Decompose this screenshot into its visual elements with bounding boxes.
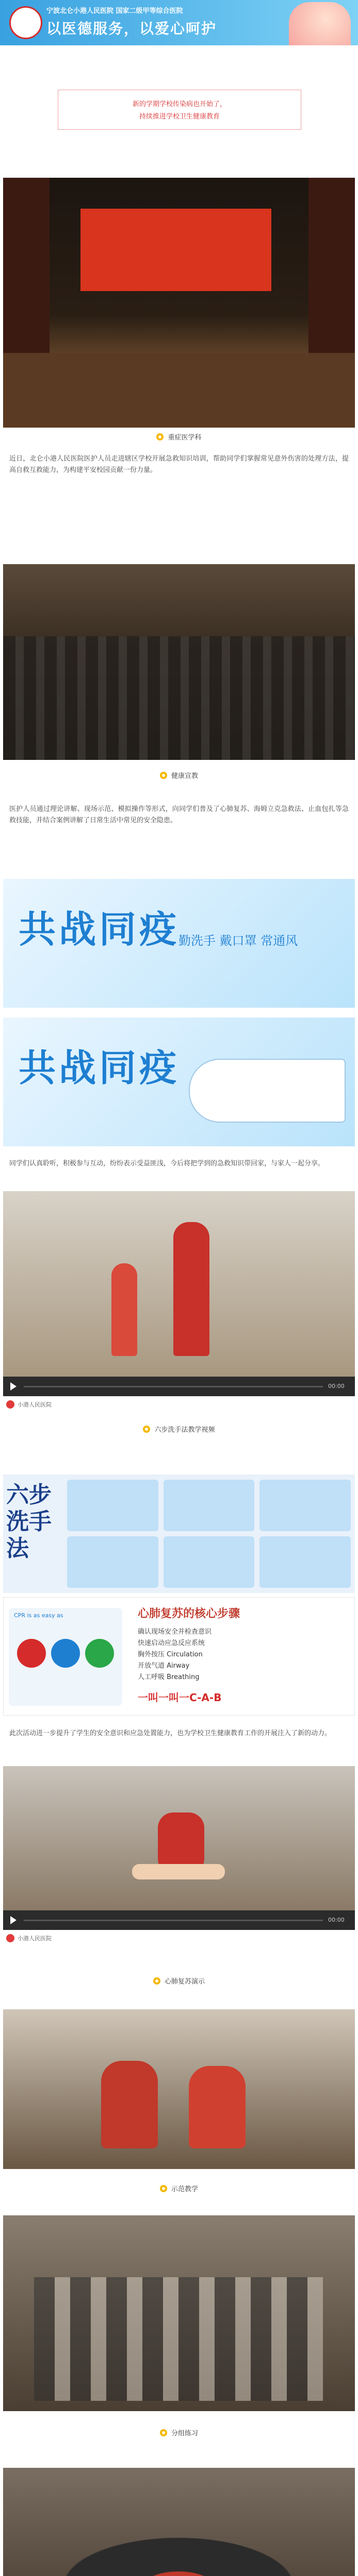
nurse-figure-1 [101, 2061, 158, 2148]
section-caption: 心肺复苏演示 [0, 1976, 358, 1989]
poster-headline: 共战同疫 [19, 908, 180, 951]
cpr-item: 快速启动应急反应系统 [138, 1639, 205, 1647]
video-player-1[interactable] [3, 1191, 355, 1377]
video-controls-2[interactable] [3, 1910, 355, 1930]
bullet-icon [160, 772, 167, 779]
handwash-title: 六步洗手法 [6, 1482, 52, 1562]
cpr-item: 开放气道 Airway [138, 1662, 190, 1670]
step-panel [67, 1480, 158, 1531]
video-channel-row[interactable] [3, 1931, 355, 1946]
bullet-icon [143, 1426, 150, 1433]
cpr-a-icon [51, 1639, 80, 1668]
header-title: 宁波北仑小港人民医院 国家二级甲等综合医院 [46, 7, 183, 15]
child-figure [111, 1263, 137, 1356]
cpr-c-icon [17, 1639, 46, 1668]
nurse-figure-2 [189, 2066, 246, 2148]
presenter-figure [173, 1222, 209, 1356]
paragraph-interaction: 同学们认真聆听，积极参与互动，纷纷表示受益匪浅，今后将把学到的急救知识带回家，与家人一起分享。 [9, 1160, 325, 1167]
student-group [34, 2277, 323, 2401]
notice-line-1: 新的学期学校传染病也开始了， [132, 100, 226, 108]
bullet-icon [160, 2429, 167, 2436]
bullet-icon [153, 1977, 160, 1985]
photo-cpr-demo [3, 2009, 355, 2169]
cpr-list [138, 1626, 211, 1683]
group-circle [44, 2530, 313, 2576]
header-mascot [289, 2, 351, 45]
play-icon[interactable] [10, 1382, 17, 1391]
cpr-b-icon [85, 1639, 114, 1668]
hospital-logo [9, 6, 42, 39]
bullet-icon [156, 433, 164, 440]
channel-avatar [6, 1400, 14, 1409]
step-panel [259, 1480, 351, 1531]
photo-audience [3, 564, 355, 760]
step-panel [259, 1536, 351, 1588]
bullet-icon [160, 2185, 167, 2192]
cpr-badge-illustration [9, 1608, 122, 1706]
poster-subline: 勤洗手 戴口罩 常通风 [178, 934, 298, 948]
stage-curtain-left [3, 178, 50, 353]
step-panel [164, 1480, 255, 1531]
paragraph-detail: 医护人员通过理论讲解、现场示范、模拟操作等形式，向同学们普及了心肺复苏、海姆立克急救法、止血包扎等急救技能，并结合案例讲解了日常生活中常见的安全隐患。 [9, 805, 349, 824]
step-panel [164, 1536, 255, 1588]
poster-headline: 共战同疫 [19, 1046, 180, 1090]
video-progress-track[interactable] [24, 1386, 323, 1387]
photo-group-practice [3, 2468, 355, 2576]
section-caption: 分组练习 [0, 2428, 358, 2441]
section-caption: 示范教学 [0, 2183, 358, 2197]
cpr-item: 人工呼吸 Breathing [138, 1673, 200, 1681]
audience-rows [3, 636, 355, 760]
channel-name: 小港人民医院 [18, 1401, 52, 1408]
handwash-grid [67, 1480, 351, 1588]
poster-train [189, 1059, 346, 1123]
photo-stage [3, 178, 355, 428]
poster-epidemic-1 [3, 879, 355, 1008]
channel-avatar [6, 1934, 14, 1942]
cpr-badge-text: CPR is as easy as [14, 1612, 63, 1619]
cpr-title: 心肺复苏的核心步骤 [138, 1607, 240, 1620]
channel-name: 小港人民医院 [18, 1935, 52, 1942]
header-slogan: 以医德服务，以爱心呵护 [46, 20, 217, 37]
header-banner [0, 0, 358, 45]
poster-cpr [3, 1597, 355, 1716]
section-caption: 六步洗手法教学视频 [0, 1424, 358, 1437]
paragraph-cpr: 此次活动进一步提升了学生的安全意识和应急处置能力，也为学校卫生健康教育工作的开展注入了新的动力。 [9, 1730, 332, 1737]
video-time: 00:00 [328, 1917, 345, 1923]
poster-handwash [3, 1475, 355, 1593]
video-progress-track[interactable] [24, 1920, 323, 1921]
paragraph-intro: 近日，北仑小港人民医院医护人员走进辖区学校开展急救知识培训，帮助同学们掌握常见意外伤害的处理方法，提高自救互救能力，为构建平安校园贡献一份力量。 [9, 455, 349, 474]
video-player-2[interactable] [3, 1766, 355, 1910]
photo-practice [3, 2215, 355, 2411]
play-icon[interactable] [10, 1916, 17, 1924]
notice-box [58, 90, 301, 130]
video-channel-row[interactable] [3, 1397, 355, 1413]
stage-floor [3, 353, 355, 428]
step-panel [67, 1536, 158, 1588]
cpr-item: 确认现场安全并检查意识 [138, 1628, 212, 1636]
stage-screen [80, 209, 271, 291]
poster-epidemic-2 [3, 1018, 355, 1146]
cpr-item: 胸外按压 Circulation [138, 1651, 203, 1658]
section-caption: 健康宣教 [0, 770, 358, 784]
video-time: 00:00 [328, 1383, 345, 1389]
video-controls-1[interactable] [3, 1377, 355, 1396]
stage-curtain-right [308, 178, 355, 353]
mannequin [132, 1864, 225, 1879]
notice-line-2: 持续推进学校卫生健康教育 [139, 113, 220, 121]
section-caption: 重症医学科 [0, 432, 358, 445]
cpr-summary: 一叫一叫一C-A-B [138, 1691, 222, 1704]
